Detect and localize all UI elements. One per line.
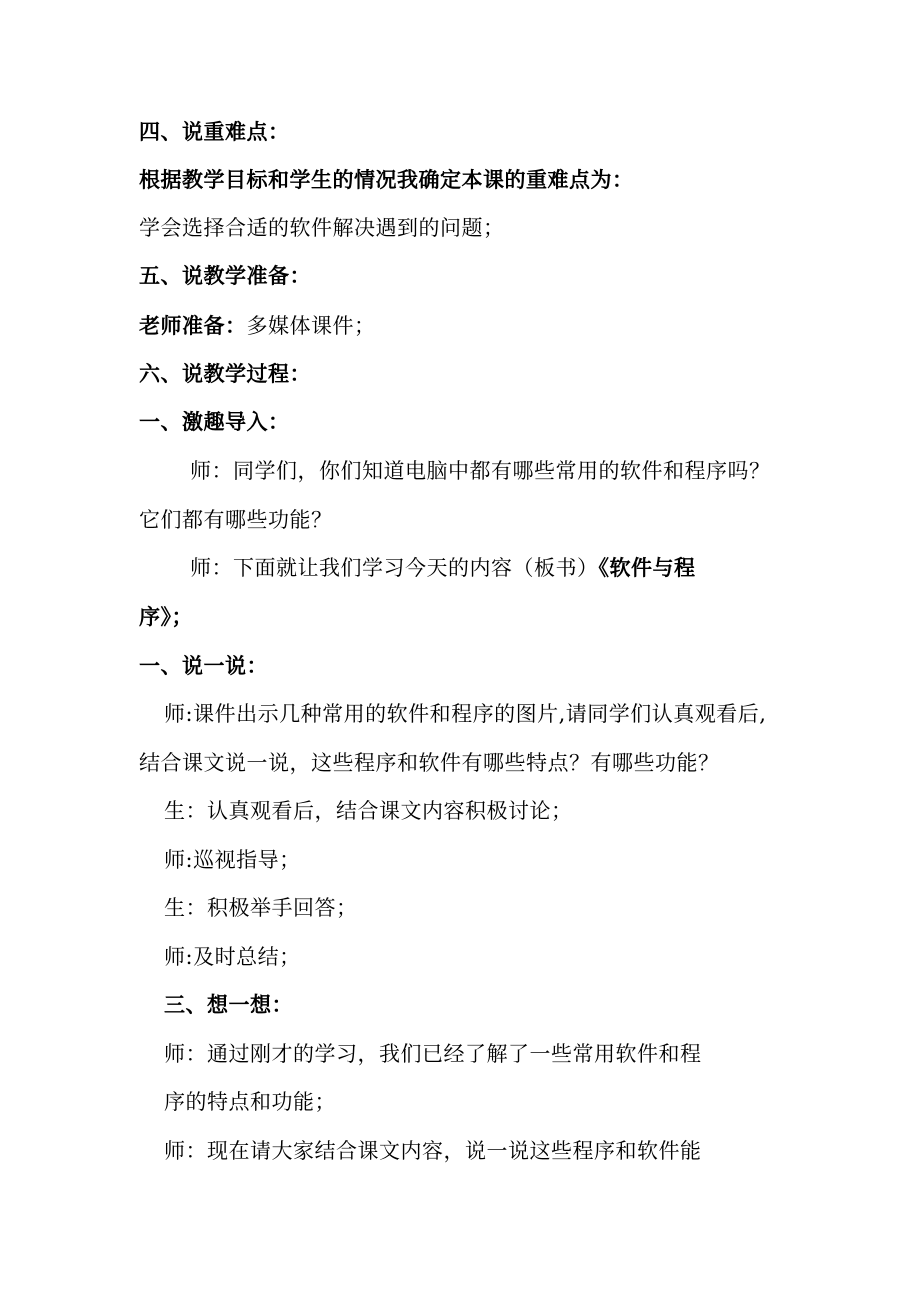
- part-1-teacher-2-line-1: [190, 554, 696, 582]
- part-2-teacher-1-line-2: 结合课文说一说，这些程序和软件有哪些特点？有哪些功能？: [139, 751, 720, 775]
- lesson-title-part-2: 序》: [139, 604, 172, 629]
- part-3-teacher-1-line-1: 师：通过刚才的学习，我们已经了解了一些常用软件和程: [164, 1042, 702, 1066]
- part-1-teacher-1-line-2: 它们都有哪些功能？: [139, 508, 333, 532]
- prep-label: 老师准备：: [139, 313, 247, 338]
- section-5-prep: [139, 312, 376, 340]
- teacher-2-prefix: 师：下面就让我们学习今天的内容（板书）: [190, 556, 599, 580]
- part-3-teacher-2-line-1: 师：现在请大家结合课文内容，说一说这些程序和软件能: [164, 1139, 702, 1163]
- section-6-heading: 六、说教学过程：: [139, 361, 311, 386]
- part-2-heading: 一、说一说：: [139, 653, 268, 678]
- part-2-teacher-2: 师:巡视指导；: [164, 848, 301, 872]
- part-1-heading: 一、激趣导入：: [139, 409, 290, 434]
- lesson-title-end: ；: [171, 604, 193, 629]
- part-2-student-1: 生：认真观看后，结合课文内容积极讨论；: [164, 799, 573, 823]
- section-4-intro: 根据教学目标和学生的情况我确定本课的重难点为：: [139, 167, 634, 192]
- section-5-heading: 五、说教学准备：: [139, 263, 311, 288]
- part-2-student-2: 生：积极举手回答；: [164, 896, 358, 920]
- part-1-teacher-2-line-2: [139, 603, 193, 631]
- part-2-teacher-1-line-1: 师:课件出示几种常用的软件和程序的图片,请同学们认真观看后,: [164, 702, 767, 726]
- lesson-title-part-1: 《软件与程: [598, 555, 696, 580]
- part-2-teacher-3: 师:及时总结；: [164, 945, 301, 969]
- part-3-heading: 三、想一想：: [164, 992, 293, 1017]
- section-4-point: 学会选择合适的软件解决遇到的问题；: [139, 216, 505, 240]
- part-3-teacher-1-line-2: 序的特点和功能；: [164, 1090, 336, 1114]
- part-1-teacher-1-line-1: 师：同学们，你们知道电脑中都有哪些常用的软件和程序吗？: [190, 459, 771, 483]
- section-4-heading: 四、说重难点：: [139, 119, 290, 144]
- prep-value: 多媒体课件；: [246, 314, 376, 338]
